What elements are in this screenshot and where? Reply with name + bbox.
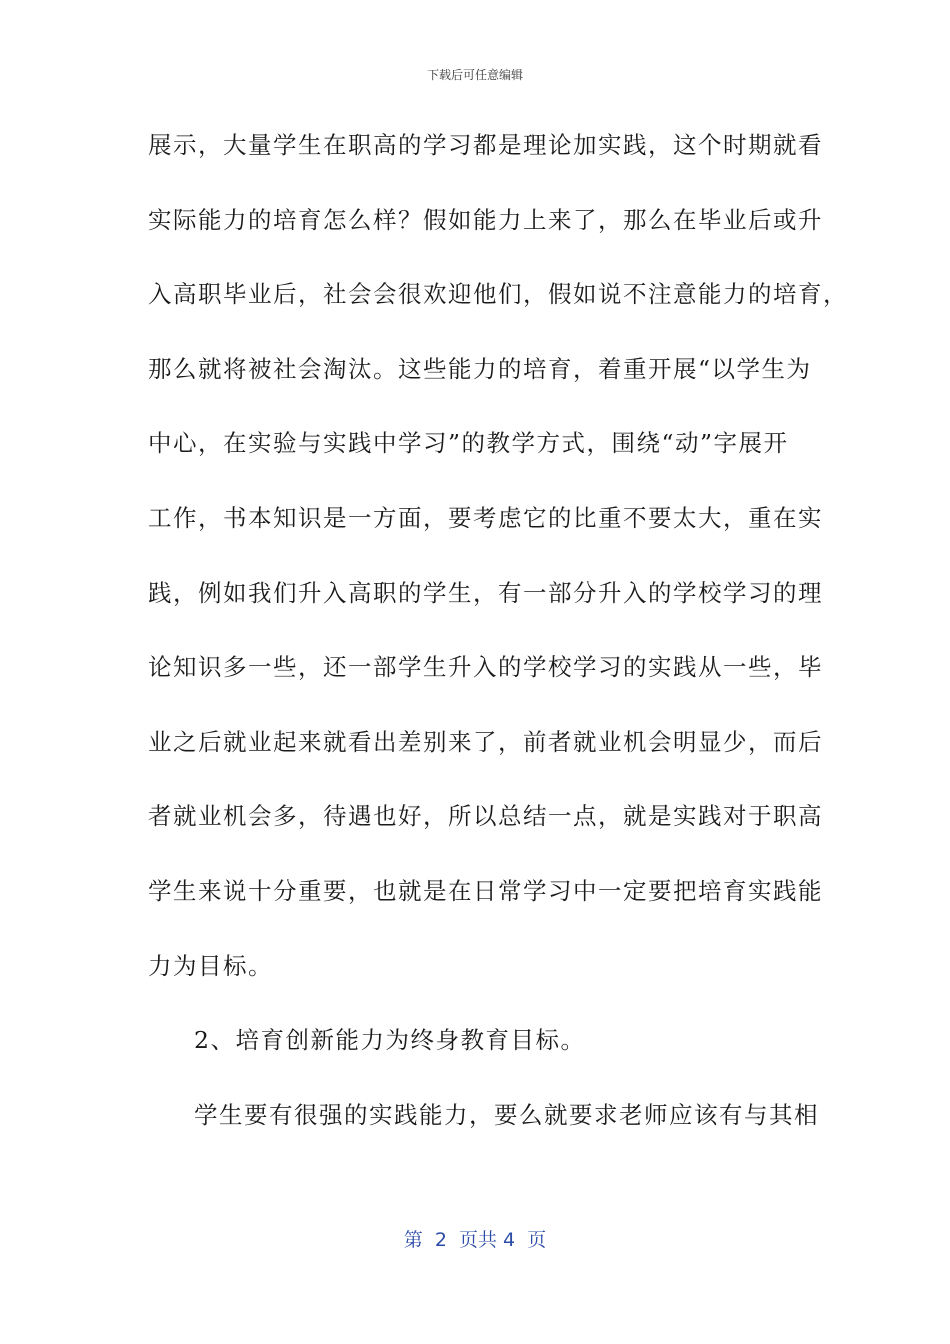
section-heading: 2、培育创新能力为终身教育目标。 bbox=[194, 1026, 586, 1055]
header-note: 下载后可任意编辑 bbox=[426, 68, 523, 82]
body-line: 者就业机会多，待遇也好，所以总结一点，就是实践对于职高 bbox=[148, 802, 823, 831]
body-line: 践，例如我们升入高职的学生，有一部分升入的学校学习的理 bbox=[148, 578, 823, 607]
body-line: 力为目标。 bbox=[148, 951, 273, 980]
body-line: 学生来说十分重要，也就是在日常学习中一定要把培育实践能 bbox=[148, 876, 823, 905]
body-line: 展示，大量学生在职高的学习都是理论加实践，这个时期就看 bbox=[148, 131, 823, 159]
body-line: 那么就将被社会淘汰。这些能力的培育，着重开展“以学生为 bbox=[148, 354, 812, 383]
body-line: 论知识多一些，还一部学生升入的学校学习的实践从一些，毕 bbox=[148, 653, 823, 682]
body-line: 中心，在实验与实践中学习”的教学方式，围绕“动”字展开 bbox=[148, 429, 789, 458]
page-number: 第 2 页共 4 页 bbox=[403, 1229, 547, 1251]
body-line: 学生要有很强的实践能力，要么就要求老师应该有与其相 bbox=[194, 1100, 819, 1129]
body-line: 业之后就业起来就看出差别来了，前者就业机会明显少，而后 bbox=[148, 727, 823, 756]
body-line: 工作，书本知识是一方面，要考虑它的比重不要太大，重在实 bbox=[148, 503, 823, 532]
body-line: 入高职毕业后，社会会很欢迎他们，假如说不注意能力的培育， bbox=[148, 280, 848, 309]
document-body bbox=[148, 120, 848, 1164]
body-line: 实际能力的培育怎么样？假如能力上来了，那么在毕业后或升 bbox=[148, 205, 823, 234]
